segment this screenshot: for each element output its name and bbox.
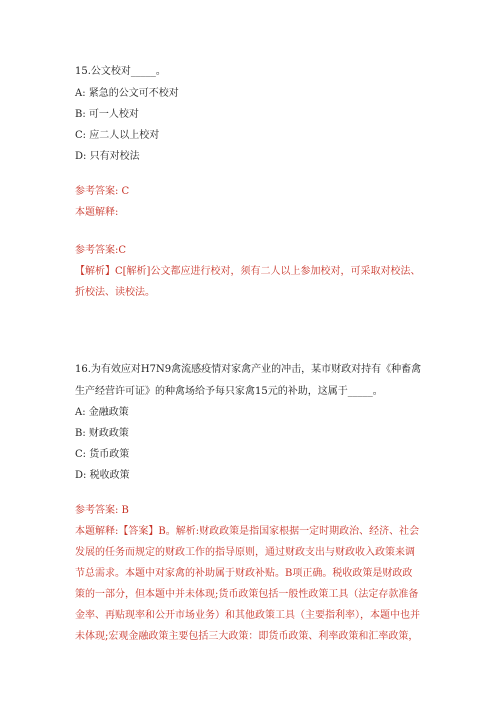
q16-option-b: B: 财政政策 <box>75 428 129 439</box>
q16-explanation-line-1: 本题解释:【答案】B。解析:财政政策是指国家根据一定时期政治、经济、社会 <box>75 526 420 537</box>
q15-explanation-label: 本题解释: <box>75 207 119 218</box>
q15-reference-answer: 参考答案: C <box>75 186 130 197</box>
question-16-stem-line-2: 生产经营许可证》的种禽场给予每只家禽15元的补助，这属于_____。 <box>75 386 383 397</box>
q15-option-b: B: 可一人校对 <box>75 109 139 120</box>
question-16-stem-line-1: 16.为有效应对H7N9禽流感疫情对家禽产业的冲击，某市财政对持有《种畜禽 <box>75 364 422 375</box>
q15-option-c: C: 应二人以上校对 <box>75 130 160 141</box>
q15-reference-answer-2: 参考答案:C <box>75 245 127 256</box>
question-15-stem: 15.公文校对_____。 <box>75 66 166 77</box>
q16-explanation-line-4: 策的一部分，但本题中并未体现;货币政策包括一般性政策工具（法定存款准备 <box>75 589 419 600</box>
q16-explanation-line-2: 发展的任务而规定的财政工作的指导原则，通过财政支出与财政收入政策来调 <box>75 547 415 558</box>
q16-explanation-line-3: 节总需求。本题中对家禽的补助属于财政补贴。B项正确。税收政策是财政政 <box>75 568 413 579</box>
q15-analysis-line-2: 折校法、读校法。 <box>75 287 155 298</box>
q16-reference-answer: 参考答案: B <box>75 505 129 516</box>
q16-explanation-line-6: 未体现;宏观金融政策主要包括三大政策：即货币政策、利率政策和汇率政策， <box>75 631 419 642</box>
q16-option-a: A: 金融政策 <box>75 407 129 418</box>
q16-option-c: C: 货币政策 <box>75 449 130 460</box>
q16-explanation-line-5: 金率、再贴现率和公开市场业务）和其他政策工具（主要指利率），本题中也并 <box>75 610 420 621</box>
q15-option-a: A: 紧急的公文可不校对 <box>75 88 179 99</box>
q15-option-d: D: 只有对校法 <box>75 151 140 162</box>
q15-analysis-line-1: 【解析】C[解析]公文都应进行校对，须有二人以上参加校对，可采取对校法、 <box>75 266 421 277</box>
q16-option-d: D: 税收政策 <box>75 470 130 481</box>
